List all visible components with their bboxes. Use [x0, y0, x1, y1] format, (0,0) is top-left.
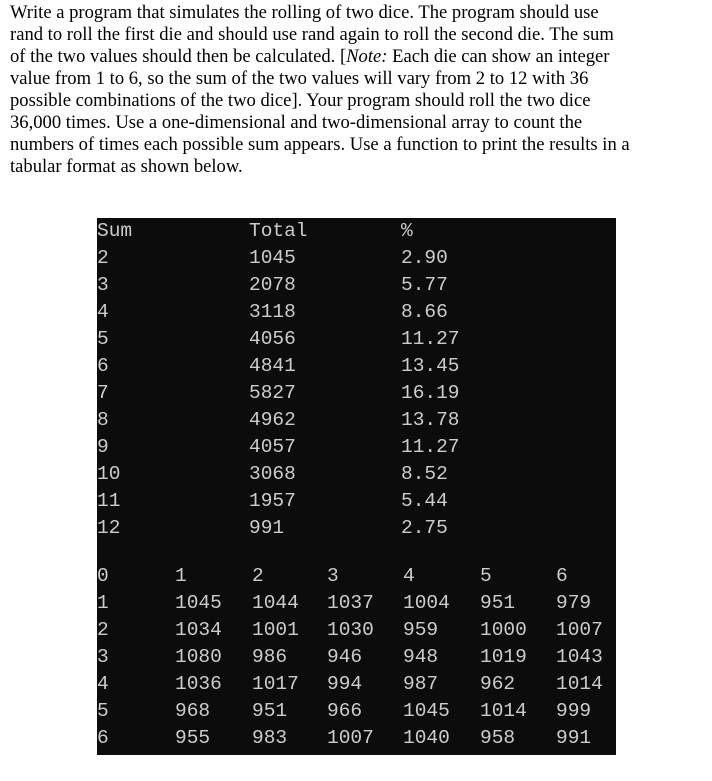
sum-table-cell: 7 — [97, 382, 109, 404]
sum-table-cell: 4841 — [249, 355, 296, 377]
matrix-table-cell: 979 — [556, 592, 592, 614]
matrix-table-cell: 2 — [97, 619, 109, 641]
sum-table-cell: 2078 — [249, 274, 296, 296]
sum-table-cell: 9 — [97, 436, 109, 458]
matrix-table-cell: 1014 — [556, 673, 603, 695]
matrix-table-cell: 1 — [97, 592, 109, 614]
matrix-table-cell: 1007 — [327, 727, 374, 749]
sum-table-cell: 4 — [97, 301, 109, 323]
sum-table-cell: 3068 — [249, 463, 296, 485]
matrix-table-cell: 968 — [175, 700, 211, 722]
sum-table-cell: 4056 — [249, 328, 296, 350]
matrix-table-cell: 962 — [480, 673, 516, 695]
sum-table-cell: 4962 — [249, 409, 296, 431]
sum-table-cell: 2.90 — [401, 247, 448, 269]
problem-text-segment: of the two values should then be calculated. [ — [10, 46, 347, 67]
matrix-table-header: 1 — [175, 565, 187, 587]
matrix-table-cell: 1045 — [175, 592, 222, 614]
matrix-table-cell: 1004 — [403, 592, 450, 614]
sum-table-cell: 11.27 — [401, 436, 460, 458]
problem-line — [10, 112, 710, 134]
problem-text-segment: Each die can show an integer — [387, 46, 610, 67]
matrix-table-header: 0 — [97, 565, 109, 587]
matrix-table-cell: 951 — [252, 700, 288, 722]
sum-table-cell: 991 — [249, 517, 285, 539]
matrix-table-cell: 1019 — [480, 646, 527, 668]
matrix-table-cell: 959 — [403, 619, 439, 641]
sum-table-cell: 13.45 — [401, 355, 460, 377]
matrix-table-cell: 1017 — [252, 673, 299, 695]
matrix-table-cell: 1030 — [327, 619, 374, 641]
sum-table-cell: 4057 — [249, 436, 296, 458]
matrix-table-cell: 1001 — [252, 619, 299, 641]
sum-table-cell: 5827 — [249, 382, 296, 404]
matrix-table-cell: 986 — [252, 646, 288, 668]
sum-table-cell: 5 — [97, 328, 109, 350]
matrix-table-cell: 987 — [403, 673, 439, 695]
sum-table-cell: 2.75 — [401, 517, 448, 539]
matrix-table-header: 4 — [403, 565, 415, 587]
matrix-table-cell: 4 — [97, 673, 109, 695]
matrix-table-cell: 966 — [327, 700, 363, 722]
sum-table-cell: 16.19 — [401, 382, 460, 404]
matrix-table-cell: 1014 — [480, 700, 527, 722]
sum-table-cell: 13.78 — [401, 409, 460, 431]
sum-table-cell: 2 — [97, 247, 109, 269]
matrix-table-header: 2 — [252, 565, 264, 587]
matrix-table-cell: 1037 — [327, 592, 374, 614]
matrix-table-cell: 5 — [97, 700, 109, 722]
problem-text-segment: 36,000 times. Use a one-dimensional and two-dimensional array to count the — [10, 112, 583, 133]
matrix-table-cell: 948 — [403, 646, 439, 668]
matrix-table-cell: 951 — [480, 592, 516, 614]
matrix-table-cell: 983 — [252, 727, 288, 749]
sum-table-header: Total — [249, 220, 308, 242]
matrix-table-cell: 1044 — [252, 592, 299, 614]
matrix-table-cell: 994 — [327, 673, 363, 695]
console-output — [97, 218, 616, 755]
sum-table-cell: 1045 — [249, 247, 296, 269]
sum-table-cell: 5.44 — [401, 490, 448, 512]
matrix-table-header: 5 — [480, 565, 492, 587]
matrix-table-cell: 955 — [175, 727, 211, 749]
sum-table-cell: 8 — [97, 409, 109, 431]
matrix-table-cell: 991 — [556, 727, 592, 749]
problem-line — [10, 156, 710, 178]
sum-table-cell: 5.77 — [401, 274, 448, 296]
problem-text-segment: tabular format as shown below. — [10, 156, 243, 177]
matrix-table-header: 6 — [556, 565, 568, 587]
matrix-table-cell: 1080 — [175, 646, 222, 668]
matrix-table-cell: 1040 — [403, 727, 450, 749]
sum-table-cell: 8.66 — [401, 301, 448, 323]
matrix-table-cell: 3 — [97, 646, 109, 668]
sum-table-cell: 10 — [97, 463, 121, 485]
problem-text-segment: rand to roll the first die and should use rand again to roll the second die. The sum — [10, 24, 614, 45]
sum-table-header: % — [401, 220, 413, 242]
matrix-table-cell: 6 — [97, 727, 109, 749]
sum-table-cell: 3 — [97, 274, 109, 296]
matrix-table-header: 3 — [327, 565, 339, 587]
sum-table-cell: 8.52 — [401, 463, 448, 485]
problem-statement — [10, 2, 710, 178]
problem-text-segment: Write a program that simulates the rolling of two dice. The program should use — [10, 2, 599, 23]
matrix-table-cell: 1043 — [556, 646, 603, 668]
problem-line — [10, 68, 710, 90]
problem-text-segment: numbers of times each possible sum appears. Use a function to print the results in a — [10, 134, 630, 155]
problem-line — [10, 134, 710, 156]
problem-note-label: Note: — [346, 46, 388, 67]
problem-line — [10, 2, 710, 24]
sum-table-cell: 6 — [97, 355, 109, 377]
matrix-table-cell: 1034 — [175, 619, 222, 641]
sum-table-cell: 1957 — [249, 490, 296, 512]
sum-table-cell: 3118 — [249, 301, 296, 323]
matrix-table-cell: 946 — [327, 646, 363, 668]
sum-table-cell: 11.27 — [401, 328, 460, 350]
matrix-table-cell: 1000 — [480, 619, 527, 641]
problem-text-segment: value from 1 to 6, so the sum of the two values will vary from 2 to 12 with 36 — [10, 68, 589, 89]
sum-table-header: Sum — [97, 220, 133, 242]
matrix-table-cell: 999 — [556, 700, 592, 722]
problem-line — [10, 46, 710, 68]
sum-table-cell: 12 — [97, 517, 121, 539]
matrix-table-cell: 1045 — [403, 700, 450, 722]
problem-line — [10, 90, 710, 112]
problem-text-segment: possible combinations of the two dice]. Your program should roll the two dice — [10, 90, 591, 111]
problem-line — [10, 24, 710, 46]
matrix-table-cell: 1007 — [556, 619, 603, 641]
matrix-table-cell: 958 — [480, 727, 516, 749]
sum-table-cell: 11 — [97, 490, 121, 512]
matrix-table-cell: 1036 — [175, 673, 222, 695]
